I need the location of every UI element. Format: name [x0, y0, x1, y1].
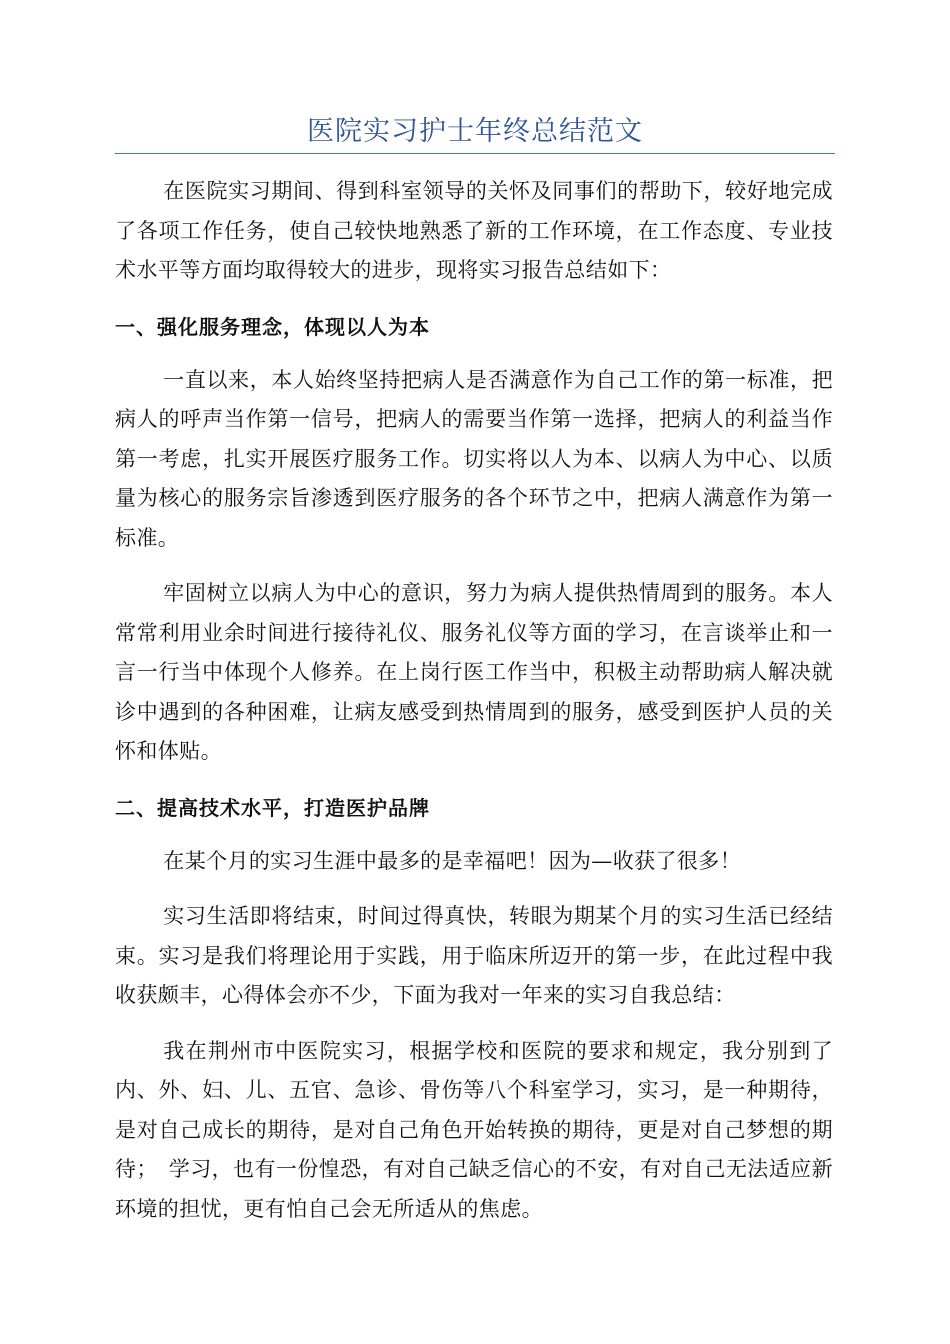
section1-paragraph-2: 牢固树立以病人为中心的意识，努力为病人提供热情周到的服务。本人常常利用业余时间进行接待礼仪、服务礼仪等方面的学习，在言谈举止和一言一行当中体现个人修养。在上岗行医工作当中，积极主动帮助病人解决就诊中遇到的各种困难，让病友感受到热情周到的服务，感受到医护人员的关怀和体贴。: [115, 581, 833, 763]
document-title: 医院实习护士年终总结范文: [307, 116, 643, 147]
section2-paragraph-1: 在某个月的实习生涯中最多的是幸福吧！因为—收获了很多！: [163, 848, 742, 873]
document-body: [115, 172, 833, 1245]
section1-paragraph-1: 一直以来，本人始终坚持把病人是否满意作为自己工作的第一标准，把病人的呼声当作第一信号，把病人的需要当作第一选择，把病人的利益当作第一考虑，扎实开展医疗服务工作。切实将以人为本、以病人为中心、以质量为核心的服务宗旨渗透到医疗服务的各个环节之中，把病人满意作为第一标准。: [115, 367, 833, 550]
title-underline: [115, 153, 835, 154]
section2-paragraph-2: 实习生活即将结束，时间过得真快，转眼为期某个月的实习生活已经结束。实习是我们将理论用于实践，用于临床所迈开的第一步，在此过程中我收获颇丰，心得体会亦不少，下面为我对一年来的实习自我总结：: [115, 904, 833, 1007]
section2-paragraph-3: 我在荆州市中医院实习，根据学校和医院的要求和规定，我分别到了内、外、妇、儿、五官、急诊、骨伤等八个科室学习，实习，是一种期待，是对自己成长的期待，是对自己角色开始转换的期待，更是对自己梦想的期待； 学习，也有一份惶恐，有对自己缺乏信心的不安，有对自己无法适应新环境的担忧，更有怕自己会无所适从的焦虑。: [115, 1038, 833, 1221]
section-heading-2: 二、提高技术水平，打造医护品牌: [115, 795, 430, 820]
section-heading-1: 一、强化服务理念，体现以人为本: [115, 314, 430, 339]
intro-paragraph: 在医院实习期间、得到科室领导的关怀及同事们的帮助下，较好地完成了各项工作任务，使自己较快地熟悉了新的工作环境，在工作态度、专业技术水平等方面均取得较大的进步，现将实习报告总结如下：: [115, 179, 833, 282]
